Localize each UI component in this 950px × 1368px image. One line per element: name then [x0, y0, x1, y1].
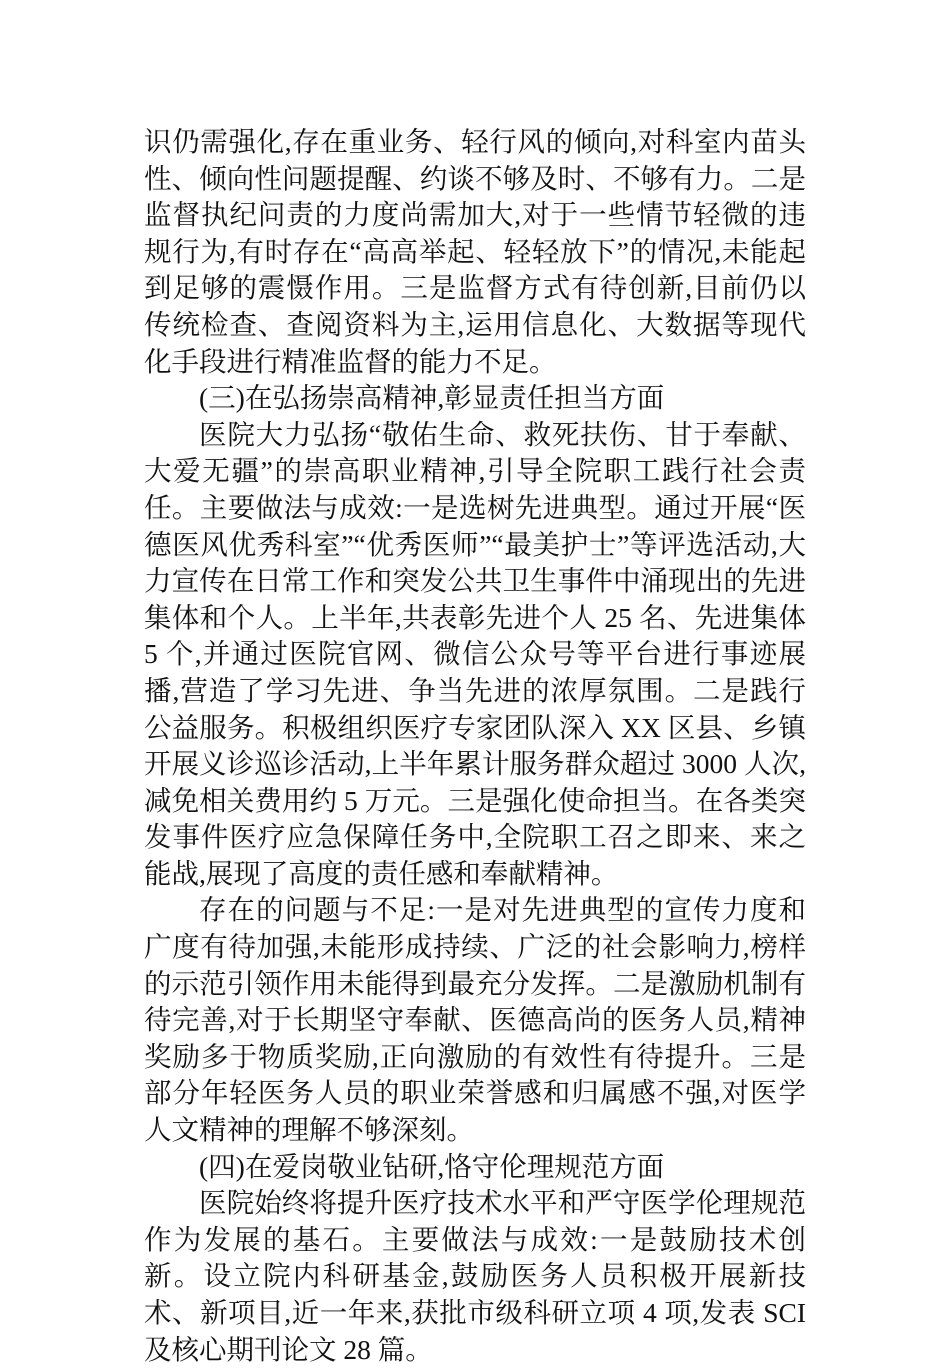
document-page: [144, 124, 806, 1368]
section-heading-3: (三)在弘扬崇高精神,彰显责任担当方面: [199, 382, 665, 414]
paragraph-spirit-issues: 存在的问题与不足:一是对先进典型的宣传力度和广度有待加强,未能形成持续、广泛的社会影响力,榜样的示范引领作用未能得到最充分发挥。二是激励机制有待完善,对于长期坚守奉献、医德高尚的医务人员,精神奖励多于物质奖励,正向激励的有效性有待提升。三是部分年轻医务人员的职业荣誉感和归属感不强,对医学人文精神的理解不够深刻。: [144, 894, 806, 1146]
section-heading-4: (四)在爱岗敬业钻研,恪守伦理规范方面: [199, 1150, 665, 1182]
paragraph-dedication-achievements: 医院始终将提升医疗技术水平和严守医学伦理规范作为发展的基石。主要做法与成效:一是鼓励技术创新。设立院内科研基金,鼓励医务人员积极开展新技术、新项目,近一年来,获批市级科研立项 4 项,发表 SCI 及核心期刊论文 28 篇。: [144, 1187, 806, 1365]
paragraph-spirit-achievements: 医院大力弘扬“敬佑生命、救死扶伤、甘于奉献、大爱无疆”的崇高职业精神,引导全院职工践行社会责任。主要做法与成效:一是选树先进典型。通过开展“医德医风优秀科室”“优秀医师”“最美护士”等评选活动,大力宣传在日常工作和突发公共卫生事件中涌现出的先进集体和个人。上半年,共表彰先进个人 25 名、先进集体 5 个,并通过医院官网、微信公众号等平台进行事迹展播,营造了学习先进、争当先进的浓厚氛围。二是践行公益服务。积极组织医疗专家团队深入 XX 区县、乡镇开展义诊巡诊活动,上半年累计服务群众超过 3000 人次,减免相关费用约 5 万元。三是强化使命担当。在各类突发事件医疗应急保障任务中,全院职工召之即来、来之能战,展现了高度的责任感和奉献精神。: [144, 418, 806, 889]
paragraph-supervision-issues: 识仍需强化,存在重业务、轻行风的倾向,对科室内苗头性、倾向性问题提醒、约谈不够及时、不够有力。二是监督执纪问责的力度尚需加大,对于一些情节轻微的违规行为,有时存在“高高举起、轻轻放下”的情况,未能起到足够的震慑作用。三是监督方式有待创新,目前仍以传统检查、查阅资料为主,运用信息化、大数据等现代化手段进行精准监督的能力不足。: [144, 126, 806, 377]
